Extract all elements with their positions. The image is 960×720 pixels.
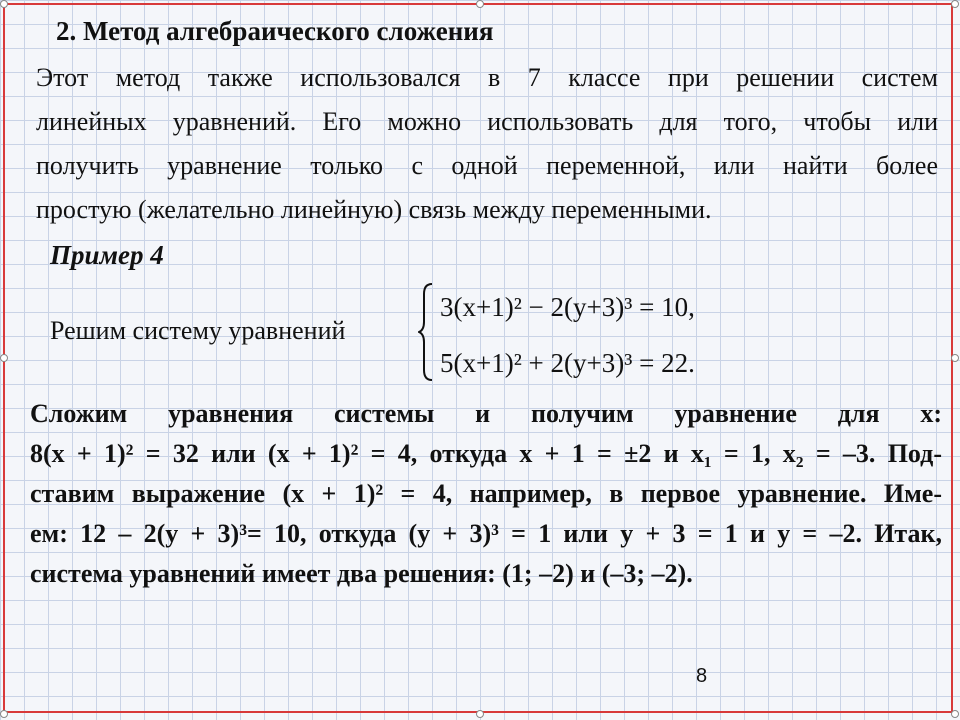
intro-line: простую (желательно линейную) связь между переменными. xyxy=(36,195,712,224)
system-brace xyxy=(418,282,434,382)
resize-handle-top-right[interactable] xyxy=(951,0,959,8)
resize-handle-middle-right[interactable] xyxy=(951,354,959,362)
solution-line: Сложим уравнения системы и получим уравнение для x: xyxy=(30,399,942,428)
section-title: 2. Метод алгебраического сложения xyxy=(56,16,494,46)
resize-handle-bottom-right[interactable] xyxy=(951,710,959,718)
resize-handle-bottom-left[interactable] xyxy=(0,710,8,718)
equation-2: 5(x+1)² + 2(y+3)³ = 22. xyxy=(440,348,695,378)
intro-line: Этот метод также использовался в 7 классе при решении систем xyxy=(36,63,938,92)
intro-paragraph xyxy=(36,56,938,232)
example-title: Пример 4 xyxy=(50,240,164,270)
resize-handle-bottom-center[interactable] xyxy=(476,710,484,718)
solve-label: Решим систему уравнений xyxy=(50,316,346,345)
solution-line: ем: 12 – 2(y + 3)³= 10, откуда (y + 3)³ = 1 или y + 3 = 1 и y = –2. Итак, xyxy=(30,519,942,548)
solution-paragraph xyxy=(30,394,942,594)
page-number: 8 xyxy=(696,665,708,687)
solution-line: система уравнений имеет два решения: (1; –2) и (–3; –2). xyxy=(30,559,693,588)
intro-line: линейных уравнений. Его можно использовать для того, чтобы или xyxy=(36,107,938,136)
resize-handle-middle-left[interactable] xyxy=(0,354,8,362)
solution-line: 8(x + 1)² = 32 или (x + 1)² = 4, откуда x + 1 = ±2 и x₁ = 1, x₂ = –3. Под- xyxy=(30,439,942,468)
resize-handle-top-left[interactable] xyxy=(0,0,8,8)
equation-1: 3(x+1)² − 2(y+3)³ = 10, xyxy=(440,292,695,322)
intro-line: получить уравнение только с одной переменной, или найти более xyxy=(36,151,938,180)
solution-line: ставим выражение (x + 1)² = 4, например, в первое уравнение. Име- xyxy=(30,479,942,508)
resize-handle-top-center[interactable] xyxy=(476,0,484,8)
